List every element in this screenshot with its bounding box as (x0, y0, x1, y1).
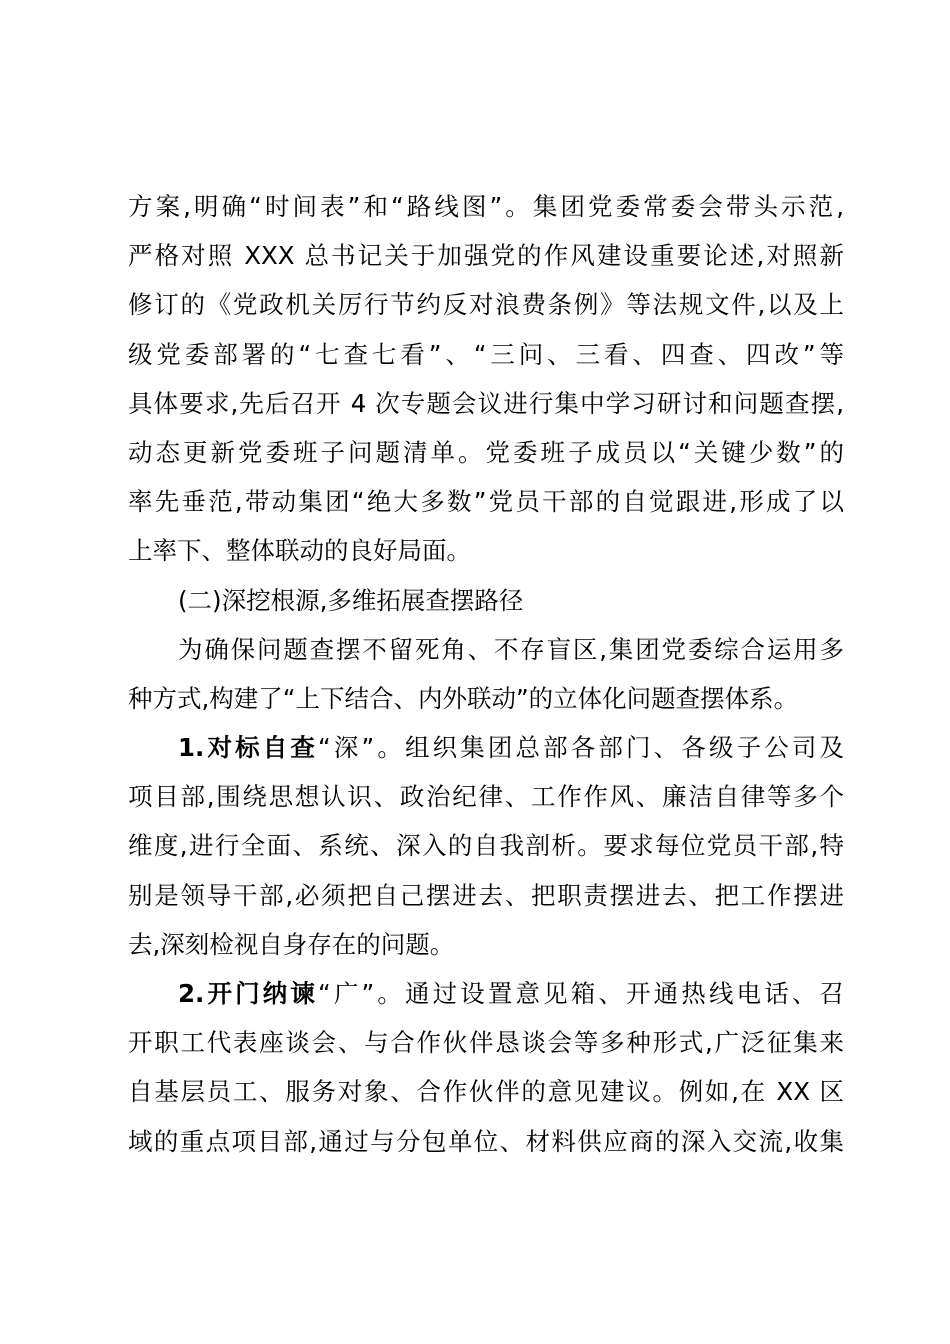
paragraph-line: 为确保问题查摆不留死角、不存盲区,集团党委综合运用多 (178, 634, 844, 664)
paragraph-line: 域的重点项目部,通过与分包单位、材料供应商的深入交流,收集 (128, 1126, 844, 1156)
paragraph-line: 项目部,围绕思想认识、政治纪律、工作作风、廉洁自律等多个 (128, 782, 844, 812)
paragraph-line: 严格对照 XXX 总书记关于加强党的作风建设重要论述,对照新 (128, 241, 844, 271)
paragraph-line: 动态更新党委班子问题清单。党委班子成员以“关键少数”的 (128, 437, 844, 467)
document-body (128, 182, 844, 1166)
item-text: “深”。组织集团总部各部门、各级子公司及 (318, 733, 844, 763)
item-title: 2.开门纳谏 (178, 979, 319, 1008)
paragraph-line: 具体要求,先后召开 4 次专题会议进行集中学习研讨和问题查摆, (128, 388, 844, 418)
item-title: 1.对标自查 (178, 733, 319, 763)
item-first-line (128, 723, 844, 772)
item-first-line (128, 969, 844, 1018)
paragraph-line: 自基层员工、服务对象、合作伙伴的意见建议。例如,在 XX 区 (128, 1077, 844, 1107)
paragraph-line: 率先垂范,带动集团“绝大多数”党员干部的自觉跟进,形成了以 (128, 487, 844, 517)
paragraph-line: 级党委部署的“七查七看”、“三问、三看、四查、四改”等 (128, 339, 844, 369)
paragraph-line: 种方式,构建了“上下结合、内外联动”的立体化问题查摆体系。 (128, 683, 799, 713)
paragraph-line: 上率下、整体联动的良好局面。 (128, 536, 471, 566)
paragraph-line: 去,深刻检视自身存在的问题。 (128, 929, 455, 959)
paragraph-line: 修订的《党政机关厉行节约反对浪费条例》等法规文件,以及上 (128, 290, 844, 320)
paragraph-line: 别是领导干部,必须把自己摆进去、把职责摆进去、把工作摆进 (128, 880, 844, 910)
paragraph-line: 开职工代表座谈会、与合作伙伴恳谈会等多种形式,广泛征集来 (128, 1028, 844, 1058)
paragraph-line: 方案,明确“时间表”和“路线图”。集团党委常委会带头示范, (128, 192, 844, 221)
item-text: “广”。通过设置意见箱、开通热线电话、召 (318, 979, 844, 1008)
section-heading: (二)深挖根源,多维拓展查摆路径 (178, 585, 524, 615)
paragraph-line: 维度,进行全面、系统、深入的自我剖析。要求每位党员干部,特 (128, 831, 844, 861)
